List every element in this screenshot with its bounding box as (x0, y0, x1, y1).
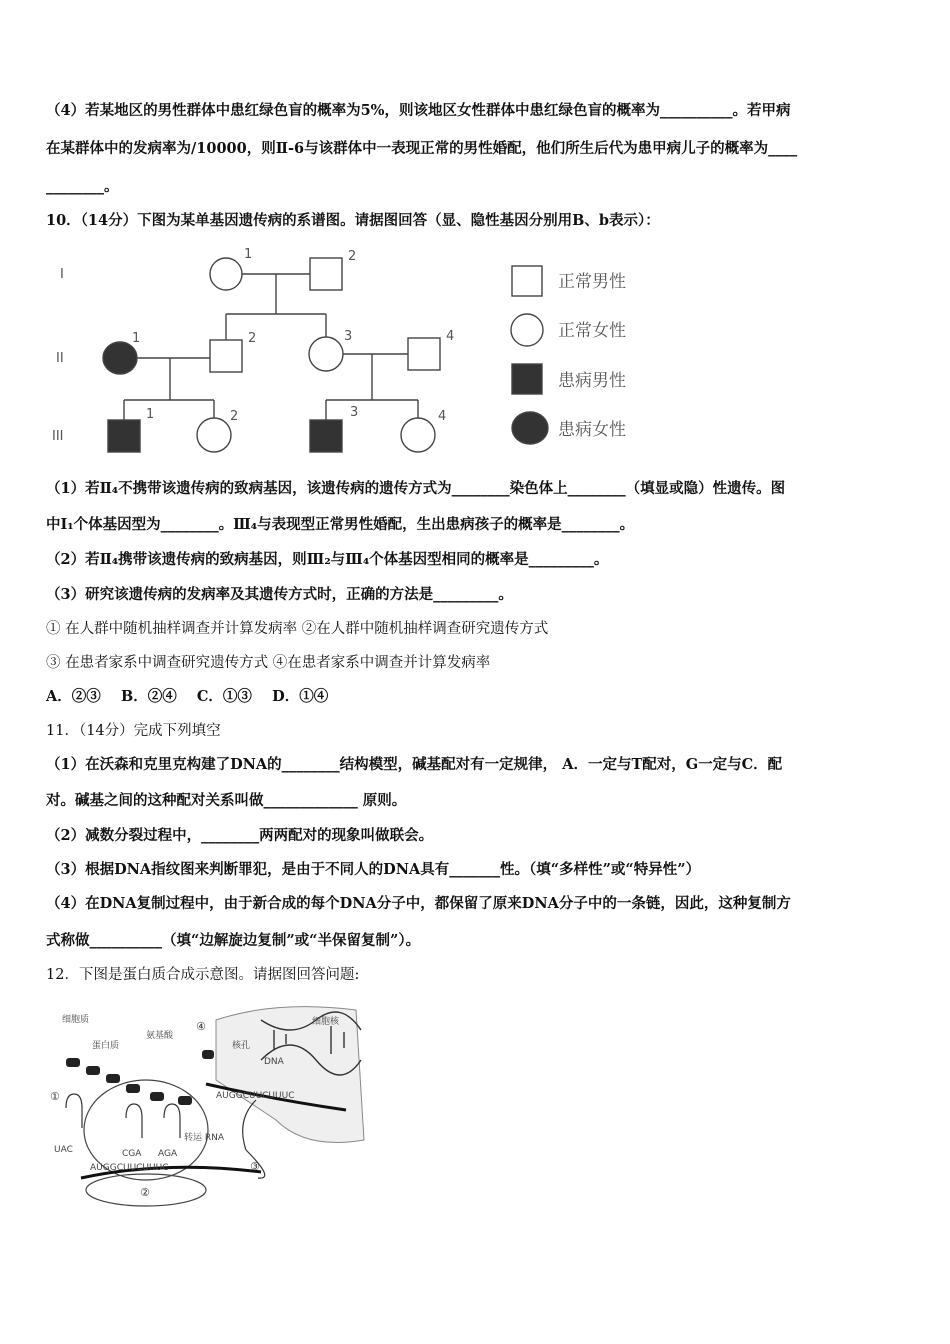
protein-synthesis-figure (46, 1000, 376, 1210)
gen-label-III: III (52, 429, 64, 444)
legend-normal-female-icon (511, 314, 543, 346)
pedigree-III4-female (401, 418, 435, 452)
legend-normal-male-icon (512, 266, 542, 296)
label-anticodon-3: AGA (158, 1149, 178, 1159)
legend-normal-male: 正常男性 (558, 272, 626, 292)
marker-4: ④ (196, 1020, 206, 1033)
pedigree-III3-affected-male (310, 420, 342, 452)
num-II4: 4 (446, 329, 455, 344)
num-III3: 3 (350, 405, 359, 420)
q10-choices: A．②③ B．②④ C．①③ D．①④ (46, 688, 329, 705)
pedigree-III2-female (197, 418, 231, 452)
num-III1: 1 (146, 407, 155, 422)
legend-affected-female-icon (512, 412, 548, 444)
pedigree-I2-male (310, 258, 342, 290)
q10-p1-line1: （1）若Ⅱ₄不携带该遗传病的致病基因，该遗传病的遗传方式为________染色体上________（填显或隐）性遗传。图 (46, 480, 786, 497)
pedigree-II3-female (309, 337, 343, 371)
gen-label-I: I (60, 267, 64, 282)
q11-title: 11．（14分）完成下列填空 (46, 723, 221, 739)
q9-4-line2: 在某群体中的发病率为/10000，则Ⅱ-6与该群体中一表现正常的男性婚配，他们所生后代为患甲病儿子的概率为____ (46, 140, 798, 157)
label-cytoplasm: 细胞质 (62, 1015, 90, 1025)
label-nucleus: 细胞核 (312, 1017, 340, 1027)
label-mrna-top: AUGGCUUCUUUC (216, 1091, 295, 1101)
q10-p2: （2）若Ⅱ₄携带该遗传病的致病基因，则Ⅲ₂与Ⅲ₄个体基因型相同的概率是_________。 (46, 551, 609, 568)
legend-affected-male-icon (512, 364, 542, 394)
num-I1: 1 (244, 247, 253, 262)
q10-p3: （3）研究该遗传病的发病率及其遗传方式时，正确的方法是_________。 (46, 586, 513, 603)
q11-p4-line2: 式称做__________（填“边解旋边复制”或“半保留复制”）。 (46, 932, 421, 949)
q11-p1-line2: 对。碱基之间的这种配对关系叫做_____________ 原则。 (46, 792, 407, 809)
pedigree-II4-male (408, 338, 440, 370)
q10-options-line1: ① 在人群中随机抽样调查并计算发病率 ②在人群中随机抽样调查研究遗传方式 (46, 621, 549, 637)
q11-p1-line1: （1）在沃森和克里克构建了DNA的________结构模型，碱基配对有一定规律， A．一定与T配对，G一定与C．配 (46, 756, 783, 773)
gen-label-II: II (56, 351, 64, 366)
legend-affected-female: 患病女性 (558, 420, 626, 440)
marker-1: ① (50, 1090, 60, 1103)
marker-3: ③ (250, 1160, 260, 1173)
pedigree-II2-male (210, 340, 242, 372)
q11-p4-line1: （4）在DNA复制过程中，由于新合成的每个DNA分子中，都保留了原来DNA分子中的一条链，因此，这种复制方 (46, 895, 791, 912)
q11-p2: （2）减数分裂过程中，________两两配对的现象叫做联会。 (46, 827, 434, 844)
label-anticodon-2: CGA (122, 1149, 142, 1159)
label-mrna-bottom: AUGGCUUCUUUC (90, 1163, 169, 1173)
pedigree-I1-female (210, 258, 242, 290)
q10-p1-line2: 中Ⅰ₁个体基因型为________。Ⅲ₄与表现型正常男性婚配，生出患病孩子的概率是________。 (46, 516, 635, 533)
label-dna: DNA (264, 1057, 284, 1067)
q10-title: 10．（14分）下图为某单基因遗传病的系谱图。请据图回答（显、隐性基因分别用B、b表示）： (46, 212, 660, 229)
q9-4-line3: ________。 (46, 178, 119, 195)
pedigree-III1-affected-male (108, 420, 140, 452)
label-amino-acid: 氨基酸 (146, 1031, 174, 1041)
pedigree-II1-affected-female (103, 342, 137, 374)
q10-options-line2: ③ 在患者家系中调查研究遗传方式 ④在患者家系中调查并计算发病率 (46, 655, 491, 671)
num-II1: 1 (132, 331, 141, 346)
label-nuclear-pore: 核孔 (232, 1041, 251, 1051)
legend-affected-male: 患病男性 (558, 371, 626, 391)
num-III4: 4 (438, 409, 447, 424)
q11-p3: （3）根据DNA指纹图来判断罪犯，是由于不同人的DNA具有_______性。（填“多样性”或“特异性”） (46, 861, 701, 878)
num-III2: 2 (230, 409, 239, 424)
num-I2: 2 (348, 249, 357, 264)
q9-4-line1: （4）若某地区的男性群体中患红绿色盲的概率为5%，则该地区女性群体中患红绿色盲的概率为__________。若甲病 (46, 102, 791, 119)
label-anticodon-1: UAC (54, 1145, 73, 1155)
num-II3: 3 (344, 329, 353, 344)
pedigree-chart (46, 240, 666, 460)
marker-2: ② (140, 1186, 150, 1199)
label-protein: 蛋白质 (92, 1041, 120, 1051)
legend-normal-female: 正常女性 (558, 321, 626, 341)
q12-title: 12．下图是蛋白质合成示意图。请据图回答问题: (46, 967, 360, 983)
label-trna: 转运 RNA (184, 1133, 225, 1143)
num-II2: 2 (248, 331, 257, 346)
